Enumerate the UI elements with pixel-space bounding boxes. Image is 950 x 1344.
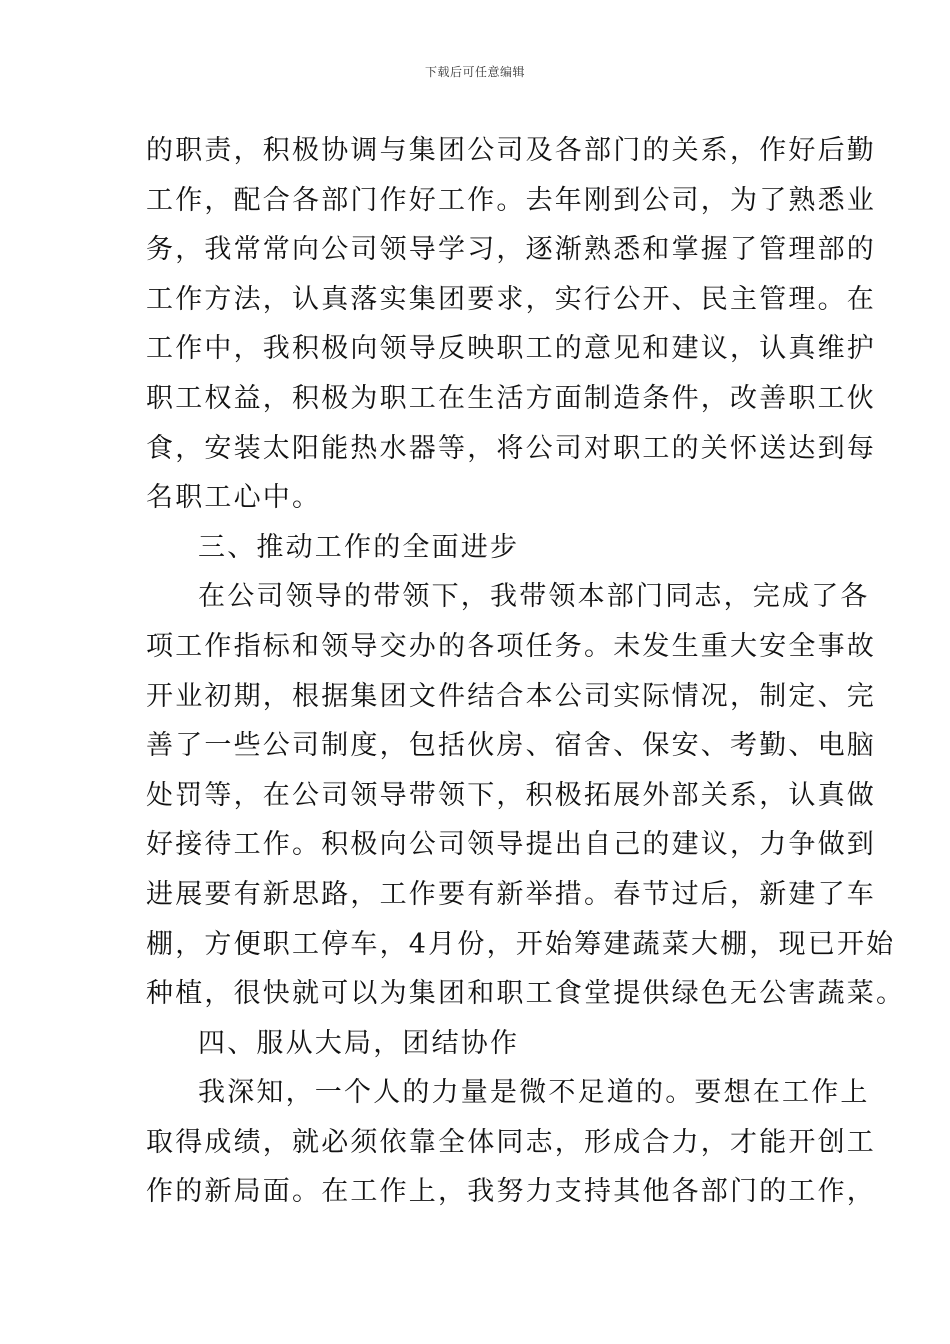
paragraph-start: 在公司领导的带领下，我带领本部门同志，完成了各	[198, 581, 870, 613]
text-line: 作的新局面。在工作上，我努力支持其他各部门的工作，	[146, 1176, 876, 1208]
text-line: 取得成绩，就必须依靠全体同志，形成合力，才能开创工	[146, 1126, 876, 1158]
text-line: 工作，配合各部门作好工作。去年刚到公司，为了熟悉业	[146, 184, 876, 216]
text-line: 职工权益，积极为职工在生活方面制造条件，改善职工伙	[146, 382, 876, 414]
text-line: 的职责，积极协调与集团公司及各部门的关系，作好后勤	[146, 135, 876, 166]
section-heading-4: 四、服从大局，团结协作	[198, 1027, 520, 1059]
paragraph-start: 我深知，一个人的力量是微不足道的。要想在工作上	[198, 1077, 870, 1109]
text-line: 善了一些公司制度，包括伙房、宿舍、保安、考勤、电脑	[146, 730, 876, 762]
text-line: 种植，很快就可以为集团和职工食堂提供绿色无公害蔬菜。	[146, 978, 906, 1010]
text-line: 工作中，我积极向领导反映职工的意见和建议，认真维护	[146, 333, 876, 365]
text-line: 好接待工作。积极向公司领导提出自己的建议，力争做到	[146, 829, 876, 861]
text-line: 务，我常常向公司领导学习，逐渐熟悉和掌握了管理部的	[146, 234, 876, 266]
text-line: 棚，方便职工停车，4月份，开始筹建蔬菜大棚，现已开始	[146, 928, 896, 960]
text-line: 处罚等，在公司领导带领下，积极拓展外部关系，认真做	[146, 779, 876, 811]
document-body	[146, 126, 906, 1217]
text-line: 名职工心中。	[146, 482, 322, 514]
text-line: 开业初期，根据集团文件结合本公司实际情况，制定、完	[146, 680, 876, 712]
text-line: 进展要有新思路，工作要有新举措。春节过后，新建了车	[146, 878, 876, 910]
text-line: 食，安装太阳能热水器等，将公司对职工的关怀送达到每	[146, 432, 876, 464]
page-header: 下载后可任意编辑	[424, 65, 525, 79]
text-line: 工作方法，认真落实集团要求，实行公开、民主管理。在	[146, 283, 876, 315]
text-line: 项工作指标和领导交办的各项任务。未发生重大安全事故	[146, 630, 876, 662]
section-heading-3: 三、推动工作的全面进步	[198, 531, 520, 563]
